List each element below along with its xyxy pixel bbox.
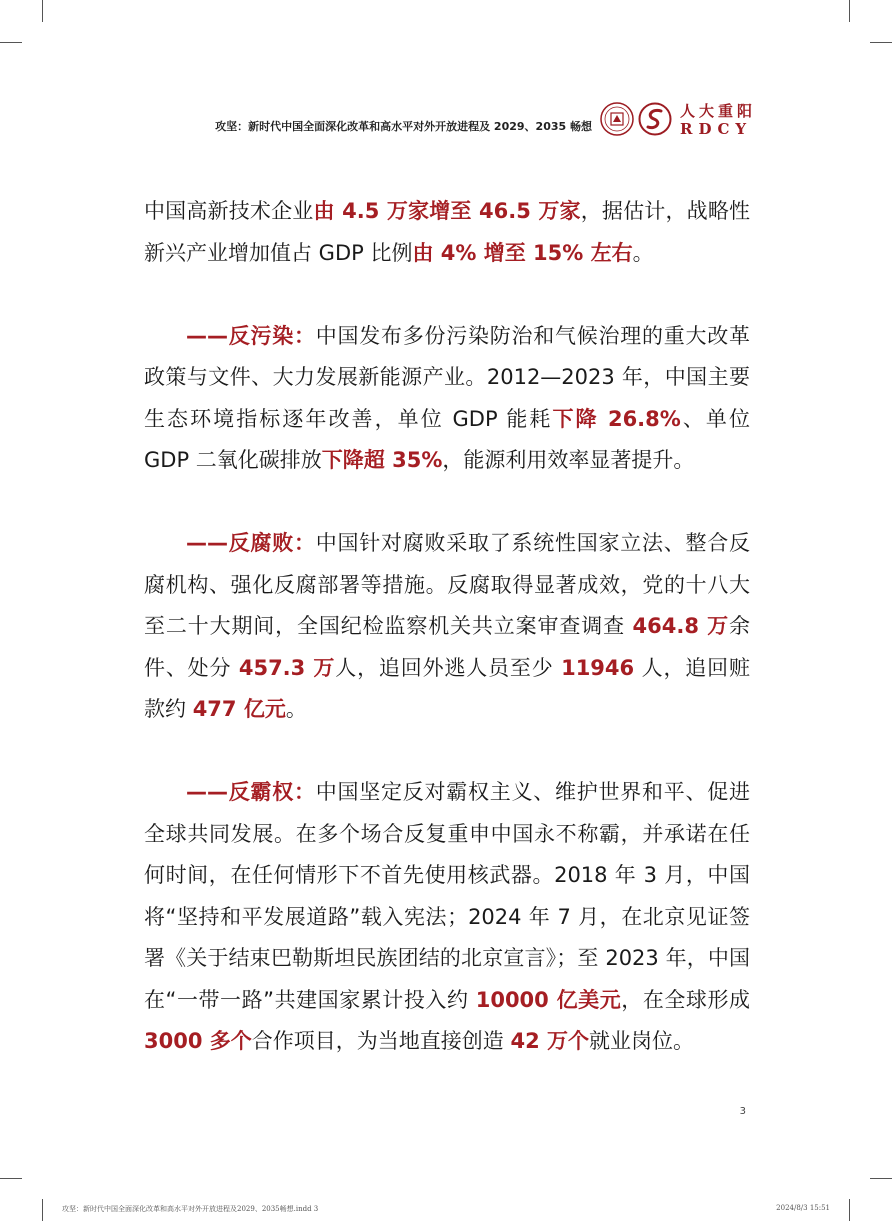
highlight: 下降 26.8% bbox=[552, 406, 681, 431]
crop-mark bbox=[0, 1178, 22, 1179]
text: 中国坚定反对霸权主义、维护世界和平、促进全球共同发展。在多个场合反复重申中国永不称霸，并承诺在任何时间，在任何情形下不首先使用核武器。2018 年 3 月，中国将“坚持和平发展道路”载入宪法；2024 年 7 月，在北京见证签署《关于结束巴勒斯坦民族团结的北京宣言》；至 2023 年，中国在“一带一路”共建国家累计投入约 bbox=[144, 780, 750, 1012]
crop-mark bbox=[870, 1178, 892, 1179]
text: 中国针对腐败采取了系统性国家立法、整合反腐机构、强化反腐部署等措施。反腐取得显著成效，党的十八大至二十大期间，全国纪检监察机关共立案审查调查 bbox=[144, 531, 750, 638]
highlight: 由 4.5 万家增至 46.5 万家 bbox=[313, 199, 581, 223]
text: 合作项目，为当地直接创造 bbox=[251, 1029, 511, 1053]
running-header-title: 攻坚：新时代中国全面深化改革和高水平对外开放进程及 2029、2035 畅想 bbox=[215, 120, 592, 133]
paragraph-anti-pollution bbox=[144, 316, 750, 482]
crop-mark bbox=[0, 42, 22, 43]
highlight: 由 4% 增至 15% 左右 bbox=[412, 240, 633, 265]
paragraph-anti-hegemony bbox=[144, 772, 750, 1063]
logo-english-text: RDCY bbox=[680, 120, 753, 138]
highlight: 42 万个 bbox=[510, 1029, 589, 1053]
article-body bbox=[144, 191, 750, 1104]
highlight: 下降超 35% bbox=[321, 448, 443, 472]
highlight: 464.8 万 bbox=[632, 614, 729, 638]
section-lead: ——反污染： bbox=[186, 323, 316, 348]
paragraph-tech-industry bbox=[144, 191, 750, 274]
highlight: 477 亿元 bbox=[192, 697, 286, 721]
text: 中国发布多份污染防治和气候治理的重大改革政策与文件、大力发展新能源产业。2012—2023 年，中国主要生态环境指标逐年改善，单位 GDP 能耗 bbox=[144, 323, 750, 431]
print-slug-filename: 攻坚：新时代中国全面深化改革和高水平对外开放进程及2029、2035畅想.indd 3 bbox=[62, 1205, 319, 1213]
text: 中国高新技术企业 bbox=[144, 199, 314, 223]
rdcy-emblem-icon bbox=[638, 102, 672, 136]
section-lead: ——反腐败： bbox=[186, 531, 316, 555]
crop-mark bbox=[42, 1199, 43, 1221]
highlight: 3000 多个 bbox=[144, 1029, 252, 1053]
page-number: 3 bbox=[739, 1106, 746, 1117]
text: 人，追回外逃人员至少 bbox=[335, 655, 562, 680]
highlight: 457.3 万 bbox=[238, 655, 336, 680]
text: 余件、处分 bbox=[144, 614, 750, 680]
paragraph-anti-corruption bbox=[144, 523, 750, 731]
text: ，能源利用效率显著提升。 bbox=[442, 448, 695, 472]
section-lead: ——反霸权： bbox=[186, 780, 316, 804]
text: ，据估计，战略性新兴产业增加值占 GDP 比例 bbox=[144, 199, 751, 265]
crop-mark bbox=[42, 0, 43, 22]
rdcy-logo bbox=[600, 100, 760, 140]
text: ，在全球形成 bbox=[621, 987, 751, 1012]
logo-chinese-text: 人大重阳 bbox=[680, 102, 757, 120]
text: 。 bbox=[632, 240, 654, 265]
text: 、单位 GDP 二氧化碳排放 bbox=[144, 406, 750, 472]
text: 就业岗位。 bbox=[589, 1029, 694, 1053]
crop-mark bbox=[849, 1199, 850, 1221]
crop-mark bbox=[849, 0, 850, 22]
highlight: 10000 亿美元 bbox=[475, 987, 622, 1012]
highlight: 11946 bbox=[561, 655, 635, 680]
page-header bbox=[0, 98, 892, 138]
print-slug-timestamp: 2024/8/3 15:51 bbox=[776, 1204, 830, 1212]
crop-mark bbox=[870, 42, 892, 43]
text: 人，追回赃款约 bbox=[144, 655, 750, 721]
university-seal-icon bbox=[600, 102, 634, 136]
text: 。 bbox=[285, 697, 307, 721]
